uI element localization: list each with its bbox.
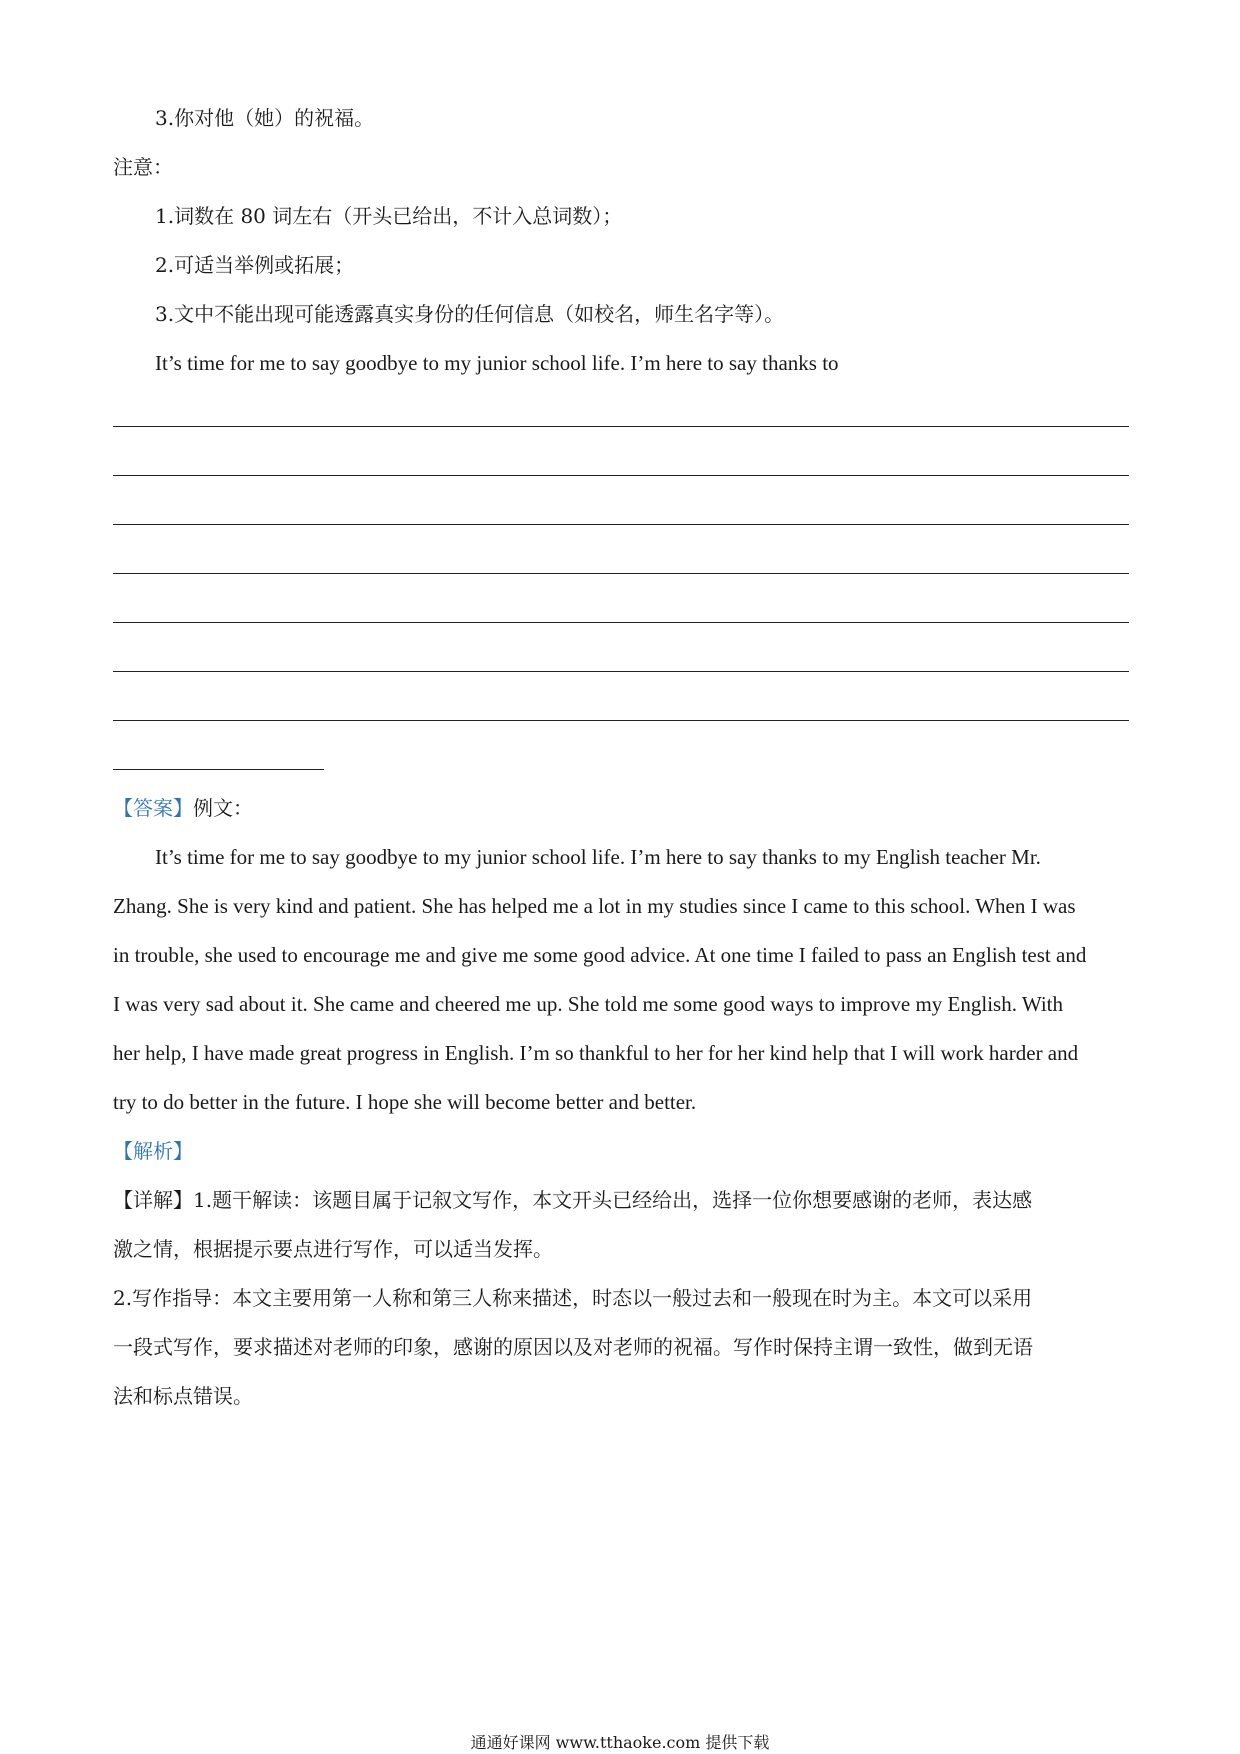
writing-line-short bbox=[113, 769, 324, 770]
answer-line-5: her help, I have made great progress in English. I’m so thankful to her for her kind help that I will work harder and bbox=[113, 1041, 1079, 1065]
answer-tag: 【答案】 bbox=[113, 796, 193, 820]
analysis-line-1 bbox=[113, 1186, 1032, 1214]
writing-line bbox=[113, 720, 1129, 721]
answer-line-1: It’s time for me to say goodbye to my junior school life. I’m here to say thanks to my English teacher Mr. bbox=[155, 845, 1041, 869]
answer-line-6: try to do better in the future. I hope she will become better and better. bbox=[113, 1090, 697, 1114]
note-3: 3.文中不能出现可能透露真实身份的任何信息（如校名，师生名字等）。 bbox=[155, 302, 785, 326]
notes-label: 注意： bbox=[113, 155, 173, 179]
answer-line-2: Zhang. She is very kind and patient. She has helped me a lot in my studies since I came to this school. When I was bbox=[113, 894, 1076, 918]
writing-line bbox=[113, 426, 1129, 427]
answer-heading bbox=[113, 794, 253, 822]
writing-line bbox=[113, 524, 1129, 525]
writing-line bbox=[113, 475, 1129, 476]
instruction-point-3: 3.你对他（她）的祝福。 bbox=[155, 106, 375, 130]
analysis-line-4: 一段式写作，要求描述对老师的印象，感谢的原因以及对老师的祝福。写作时保持主谓一致性，做到无语 bbox=[113, 1335, 1033, 1359]
writing-line bbox=[113, 622, 1129, 623]
answer-line-4: I was very sad about it. She came and cheered me up. She told me some good ways to improve my English. With bbox=[113, 992, 1063, 1016]
note-1: 1.词数在 80 词左右（开头已给出，不计入总词数）； bbox=[155, 204, 623, 228]
answer-label: 例文： bbox=[193, 796, 253, 820]
detail-tag: 【详解】 bbox=[113, 1188, 193, 1212]
analysis-text-1: 1.题干解读：该题目属于记叙文写作，本文开头已经给出，选择一位你想要感谢的老师，表达感 bbox=[193, 1188, 1033, 1212]
page-footer: 通通好课网 www.tthaoke.com 提供下载 bbox=[470, 1733, 770, 1752]
note-2: 2.可适当举例或拓展； bbox=[155, 253, 355, 277]
analysis-line-2: 激之情，根据提示要点进行写作，可以适当发挥。 bbox=[113, 1237, 553, 1261]
analysis-line-3: 2.写作指导：本文主要用第一人称和第三人称来描述，时态以一般过去和一般现在时为主。本文可以采用 bbox=[113, 1286, 1033, 1310]
writing-line bbox=[113, 573, 1129, 574]
analysis-line-5: 法和标点错误。 bbox=[113, 1384, 253, 1408]
essay-opening: It’s time for me to say goodbye to my junior school life. I’m here to say thanks to bbox=[155, 351, 839, 375]
answer-line-3: in trouble, she used to encourage me and give me some good advice. At one time I failed to pass an English test and bbox=[113, 943, 1087, 967]
analysis-tag: 【解析】 bbox=[113, 1139, 193, 1163]
writing-line bbox=[113, 671, 1129, 672]
